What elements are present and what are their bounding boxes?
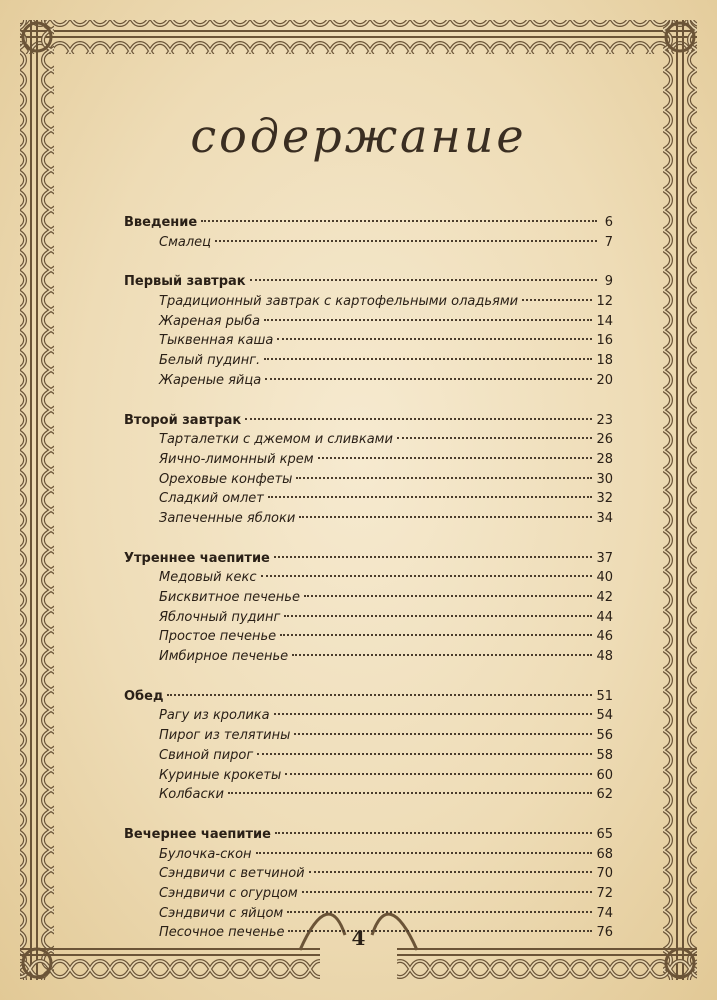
dot-leader [296,476,592,479]
toc-item-entry-label: Простое печенье [159,629,277,645]
toc-section-entry-label: Введение [124,215,198,230]
toc-section-entry-label: Утреннее чаепитие [124,550,270,566]
toc-item-entry-label: Яблочный пудинг [159,609,281,625]
dot-leader [318,456,593,459]
toc-item-entry[interactable] [124,627,613,647]
toc-item-entry-page: 44 [596,609,613,625]
dot-leader [309,870,593,873]
toc-item-entry[interactable] [124,706,613,726]
toc-section-entry[interactable] [124,411,613,431]
dot-leader [265,377,592,380]
toc-item-entry-label: Песочное печенье [159,925,285,941]
toc-item-entry[interactable] [124,489,613,509]
toc-section-entry-page: 9 [604,274,613,290]
toc-item-entry-page: 32 [596,491,613,507]
dot-leader [294,732,592,735]
dot-leader [299,515,592,518]
toc-item-entry-page: 34 [596,510,613,526]
toc-item-entry-page: 28 [596,451,613,467]
toc-item-entry-label: Булочка-скон [159,846,252,862]
section-gap [124,667,613,687]
toc-item-entry[interactable] [124,608,613,628]
toc-section-entry-label: Первый завтрак [124,274,246,290]
toc-item-entry-page: 72 [596,885,613,901]
dot-leader [304,594,592,597]
toc-item-entry-page: 46 [596,629,613,645]
toc-item-entry[interactable] [124,647,613,667]
toc-item-entry-page: 12 [596,294,613,310]
dot-leader [287,910,592,913]
dot-leader [261,574,593,577]
toc-item-entry[interactable] [124,351,613,371]
page-title: содержание [190,109,527,163]
toc-item-entry[interactable] [124,450,613,470]
toc-item-entry[interactable] [124,785,613,805]
toc-item-entry-label: Медовый кекс [159,570,257,586]
toc-item-entry-label: Жареная рыба [159,313,261,329]
toc-item-entry-page: 30 [596,471,613,487]
toc-item-entry-page: 40 [596,570,613,586]
toc-item-entry[interactable] [124,864,613,884]
dot-leader [274,555,593,558]
toc-section-entry-page: 23 [596,412,613,428]
toc-item-entry-page: 70 [596,866,613,882]
toc-item-entry-page: 76 [596,925,613,941]
toc-item-entry-label: Смалец [159,234,212,250]
toc-section-entry-label: Второй завтрак [124,412,242,428]
toc-section-entry[interactable] [124,825,613,845]
toc-item-entry-page: 16 [596,333,613,349]
toc-item-entry-label: Колбаски [159,787,224,803]
page-number: 4 [351,926,366,950]
toc-item-entry-page: 56 [596,728,613,744]
toc-item-entry[interactable] [124,430,613,450]
toc-item-entry[interactable] [124,233,613,253]
dot-leader [256,851,593,854]
toc-item-entry-label: Рагу из кролика [159,708,270,724]
toc-item-entry[interactable] [124,904,613,924]
toc-section-entry[interactable] [124,687,613,707]
toc-section-entry-page: 6 [604,215,613,230]
dot-leader [397,436,593,439]
dot-leader [292,653,592,656]
section-gap [124,391,613,411]
toc-section-entry-label: Вечернее чаепитие [124,826,271,842]
toc-section-entry-page: 65 [596,826,613,842]
toc-item-entry-label: Жареные яйца [159,372,262,388]
table-of-contents [124,213,613,943]
toc-item-entry-page: 68 [596,846,613,862]
dot-leader [280,633,592,636]
dot-leader [167,693,592,696]
toc-item-entry[interactable] [124,470,613,490]
dot-leader [277,337,592,340]
toc-item-entry-label: Запеченные яблоки [159,510,296,526]
dot-leader [228,791,593,794]
toc-item-entry-label: Ореховые конфеты [159,471,293,487]
section-gap [124,529,613,549]
toc-item-entry-label: Традиционный завтрак с картофельными оладьями [159,294,519,310]
toc-section-entry[interactable] [124,213,613,233]
toc-item-entry-label: Пирог из телятины [159,728,291,744]
toc-item-entry-label: Сэндвичи с яйцом [159,905,284,921]
dot-leader [522,298,592,301]
toc-item-entry[interactable] [124,884,613,904]
toc-item-entry[interactable] [124,312,613,332]
toc-item-entry-label: Сэндвичи с огурцом [159,885,298,901]
toc-item-entry-page: 18 [596,353,613,369]
toc-section-entry-label: Обед [124,688,164,704]
dot-leader [250,278,597,281]
dot-leader [215,239,597,242]
toc-item-entry-label: Тарталетки с джемом и сливками [159,432,393,448]
toc-item-entry[interactable] [124,746,613,766]
toc-item-entry-page: 26 [596,432,613,448]
toc-item-entry[interactable] [124,509,613,529]
toc-item-entry[interactable] [124,568,613,588]
dot-leader [201,219,597,222]
toc-item-entry-page: 48 [596,649,613,665]
toc-section-entry[interactable] [124,272,613,292]
toc-item-entry[interactable] [124,292,613,312]
dot-leader [275,831,592,834]
toc-item-entry-page: 62 [596,787,613,803]
section-gap [124,805,613,825]
toc-item-entry-label: Яично-лимонный крем [159,451,314,467]
toc-item-entry-label: Куриные крокеты [159,767,282,783]
dot-leader [245,417,592,420]
dot-leader [285,772,592,775]
dot-leader [302,890,593,893]
dot-leader [268,495,593,498]
dot-leader [274,712,593,715]
toc-item-entry-label: Сладкий омлет [159,491,264,507]
toc-item-entry-page: 14 [596,313,613,329]
toc-item-entry-label: Бисквитное печенье [159,590,300,605]
dot-leader [257,752,592,755]
toc-item-entry-label: Свиной пирог [159,747,254,763]
toc-item-entry-page: 42 [596,590,613,605]
toc-item-entry-label: Белый пудинг. [159,353,261,369]
toc-item-entry[interactable] [124,766,613,786]
toc-section-entry[interactable] [124,549,613,569]
toc-item-entry[interactable] [124,371,613,391]
toc-section-entry-page: 37 [596,550,613,566]
toc-item-entry-page: 58 [596,747,613,763]
section-gap [124,252,613,272]
toc-item-entry-page: 54 [596,708,613,724]
toc-item-entry-label: Тыквенная каша [159,333,274,349]
toc-item-entry[interactable] [124,845,613,865]
toc-item-entry-page: 20 [596,372,613,388]
toc-item-entry[interactable] [124,588,613,608]
dot-leader [264,357,592,360]
toc-item-entry-label: Сэндвичи с ветчиной [159,866,305,882]
toc-section-entry-page: 51 [596,688,613,704]
toc-item-entry-page: 74 [596,905,613,921]
dot-leader [284,614,592,617]
toc-item-entry-label: Имбирное печенье [159,649,289,665]
toc-item-entry-page: 7 [604,234,613,250]
dot-leader [264,318,592,321]
toc-item-entry[interactable] [124,726,613,746]
toc-item-entry-page: 60 [596,767,613,783]
toc-item-entry[interactable] [124,331,613,351]
